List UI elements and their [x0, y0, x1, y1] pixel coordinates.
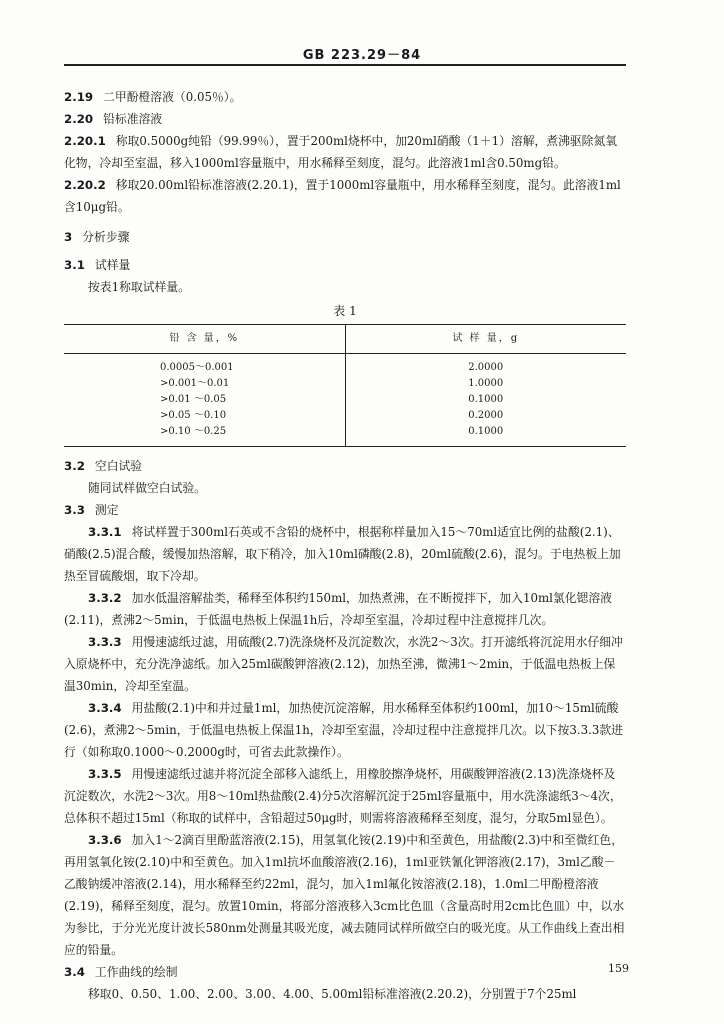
step-number: 3.3.5	[88, 767, 122, 781]
step-text: 将试样置于300ml石英或不含铅的烧杯中，根据称样量加入15～70ml适宜比例的盐酸(2.1)、硝酸(2.5)混合酸，缓慢加热溶解，取下稍冷，加入10ml磷酸(2.8)，20ml硫酸(2.6)，混匀。于电热板上加热至冒硫酸烟，取下冷却。	[64, 525, 621, 583]
table-caption: 表 1	[333, 304, 357, 318]
table-header-lead-content: 铅 含 量，%	[64, 325, 345, 354]
table-cell-amount: 2.0000	[468, 362, 504, 373]
step-3-3-1	[64, 521, 626, 587]
item-number: 2.20	[64, 112, 94, 126]
section-number: 3.2	[64, 459, 85, 473]
section-3-2-text: 随同试样做空白试验。	[88, 481, 206, 495]
section-3-1-heading	[64, 254, 626, 276]
table-cell-range: >0.05 ～0.10	[64, 408, 345, 424]
step-number: 3.3.2	[88, 591, 122, 605]
section-title: 测定	[94, 503, 119, 517]
step-number: 3.3.1	[88, 525, 122, 539]
table-cell-amount: 1.0000	[468, 378, 504, 389]
table-1	[64, 324, 626, 447]
step-text: 用盐酸(2.1)中和并过量1ml，加热使沉淀溶解，用水稀释至体积约100ml，加10～15ml硫酸(2.6)，煮沸2～5min，于低温电热板上保温1h，冷却至室温，冷却过程中注意搅拌几次。以下按3.3.3款进行（如称取0.1000～0.2000g时，可省去此款操作）。	[64, 701, 623, 759]
item-2-20	[64, 108, 626, 130]
section-3-1-text: 按表1称取试样量。	[88, 280, 190, 294]
section-3-4-heading	[64, 961, 626, 983]
section-number: 3	[64, 230, 73, 244]
step-3-3-2	[64, 587, 626, 631]
section-3-3-heading	[64, 499, 626, 521]
step-number: 3.3.3	[88, 635, 122, 649]
page-header: GB 223.29－84	[302, 48, 422, 63]
item-number: 2.20.2	[64, 178, 106, 192]
section-title: 工作曲线的绘制	[94, 965, 178, 979]
item-number: 2.19	[64, 90, 94, 104]
step-3-3-5	[64, 763, 626, 829]
item-2-19	[64, 86, 626, 108]
step-number: 3.3.6	[88, 833, 122, 847]
step-3-3-3	[64, 631, 626, 697]
step-text: 用慢速滤纸过滤，用硫酸(2.7)洗涤烧杯及沉淀数次，水洗2～3次。打开滤纸将沉淀用水仔细冲入原烧杯中，充分洗净滤纸。加入25ml碳酸钾溶液(2.12)，加热至沸，微沸1～2min，于低温电热板上保温30min，冷却至室温。	[64, 635, 623, 693]
section-number: 3.1	[64, 258, 85, 272]
section-3-2-heading	[64, 455, 626, 477]
item-text: 铅标准溶液	[103, 112, 163, 126]
step-number: 3.3.4	[88, 701, 122, 715]
section-number: 3.3	[64, 503, 85, 517]
table-cell-amount: 0.2000	[468, 410, 504, 421]
item-2-20-1	[64, 130, 626, 174]
table-row	[64, 392, 626, 408]
step-text: 加入1～2滴百里酚蓝溶液(2.15)，用氢氧化铵(2.19)中和至黄色，用盐酸(2.3)中和至微红色，再用氢氧化铵(2.10)中和至黄色。加入1ml抗坏血酸溶液(2.16)，1ml亚铁氰化钾溶液(2.17)，3ml乙酸－乙酸钠缓冲溶液(2.14)，用水稀释至约22ml，混匀，加入1ml氟化铵溶液(2.18)，1.0ml二甲酚橙溶液(2.19)，稀释至刻度，混匀。放置10min，将部分溶液移入3cm比色皿（含量高时用2cm比色皿）中，以水为参比，于分光光度计波长580nm处测量其吸光度，减去随同试样所做空白的吸光度。从工作曲线上查出相应的铅量。	[64, 833, 625, 957]
section-3-4-text: 移取0、0.50、1.00、2.00、3.00、4.00、5.00ml铅标准溶液(2.20.2)，分别置于7个25ml	[88, 987, 577, 1001]
table-cell-amount: 0.1000	[345, 424, 626, 447]
section-title: 空白试验	[94, 459, 143, 473]
table-cell-range: 0.0005～0.001	[64, 354, 345, 377]
table-cell-amount: 0.1000	[468, 394, 504, 405]
step-3-3-6	[64, 829, 626, 961]
table-header-row	[64, 325, 626, 354]
section-3-heading	[64, 226, 626, 248]
item-number: 2.20.1	[64, 134, 106, 148]
header-rule	[64, 64, 626, 66]
table-cell-range: >0.10 ～0.25	[64, 424, 345, 447]
item-text: 移取20.00ml铅标准溶液(2.20.1)，置于1000ml容量瓶中，用水稀释至刻度，混匀。此溶液1ml含10μg铅。	[64, 178, 621, 214]
table-header-sample-amount: 试 样 量，g	[345, 325, 626, 354]
table-cell-range: >0.001～0.01	[64, 376, 345, 392]
step-text: 用慢速滤纸过滤并将沉淀全部移入滤纸上，用橡胶擦净烧杯，用碳酸钾溶液(2.13)洗涤烧杯及沉淀数次，水洗2～3次。用8～10ml热盐酸(2.4)分5次溶解沉淀于25ml容量瓶中，用水洗涤滤纸3～4次，总体积不超过15ml（称取的试样中，含铅超过50μg时，则需将溶液稀释至刻度，混匀，分取5ml显色）。	[64, 767, 622, 825]
step-text: 加水低温溶解盐类，稀释至体积约150ml，加热煮沸，在不断搅拌下，加入10ml氯化锶溶液(2.11)，煮沸2～5min，于低温电热板上保温1h后，冷却至室温，冷却过程中注意搅拌几次。	[64, 591, 612, 627]
table-row	[64, 354, 626, 377]
table-cell-range: >0.01 ～0.05	[64, 392, 345, 408]
item-2-20-2	[64, 174, 626, 218]
item-text: 称取0.5000g纯铅（99.99％），置于200ml烧杯中，加20ml硝酸（1＋1）溶解，煮沸驱除氮氧化物，冷却至室温，移入1000ml容量瓶中，用水稀释至刻度，混匀。此溶液1ml含0.50mg铅。	[64, 134, 618, 170]
table-row	[64, 376, 626, 392]
item-text: 二甲酚橙溶液（0.05％）。	[103, 90, 242, 104]
page-number: 159	[608, 962, 629, 975]
section-title: 分析步骤	[82, 230, 130, 244]
document-body	[64, 86, 626, 1005]
section-title: 试样量	[94, 258, 131, 272]
section-number: 3.4	[64, 965, 85, 979]
table-row	[64, 408, 626, 424]
step-3-3-4	[64, 697, 626, 763]
table-row	[64, 424, 626, 447]
